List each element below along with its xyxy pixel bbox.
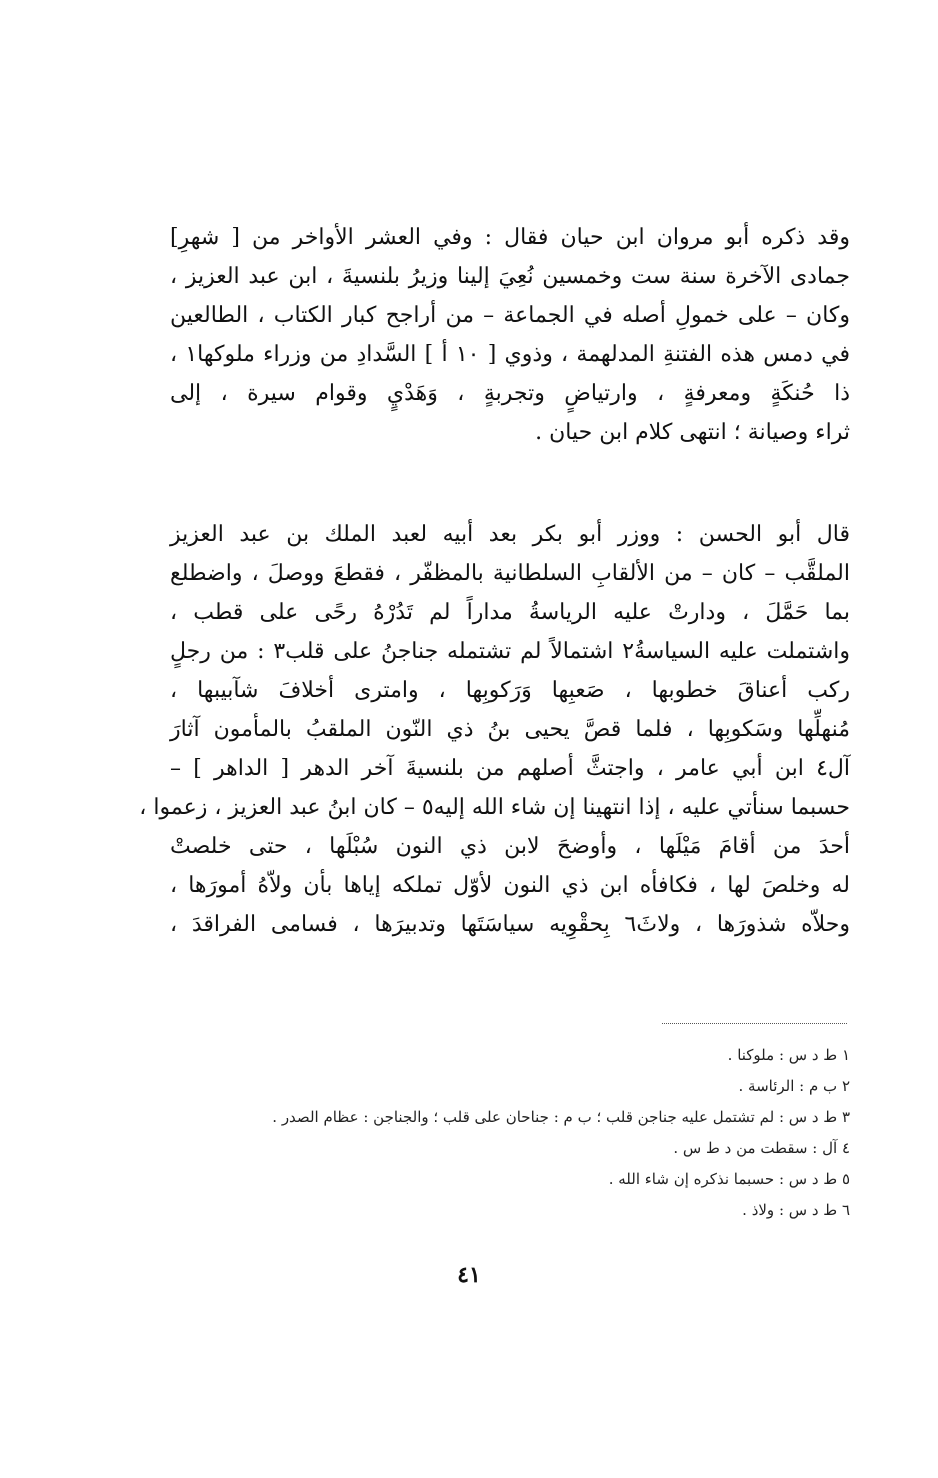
footnote: ٣ ط د س : لم تشتمل عليه جناجن قلب ؛ ب م : جناحان على قلب ؛ والجناجن : عظام الصدر . xyxy=(272,1108,850,1126)
paragraph-ibn-hayyan-quote xyxy=(170,218,850,452)
footnote: ٥ ط د س : حسبما نذكره إن شاء الله . xyxy=(608,1170,850,1188)
text-line: واشتملت عليه السياسةُ٢ اشتمالاً لم تشتمله جناجنُ على قلب٣ : من رجلٍ xyxy=(170,639,850,664)
paragraph-abu-al-hasan xyxy=(139,515,850,944)
text-line: مُنهلِّها وسَكوبِها ، فلما قصَّ يحيى بنُ ذي النّون الملقبُ بالمأمون آثارَ xyxy=(170,717,850,742)
text-line: ثراء وصيانة ؛ انتهى كلام ابن حيان . xyxy=(535,420,850,445)
text-line: بما حَمَّلَ ، ودارتْ عليه الرياسةُ مداراً لم تَدُرْهُ رحًى على قطب ، xyxy=(170,600,850,625)
text-line: جمادى الآخرة سنة ست وخمسين نُعِيَ إلينا وزيرُ بلنسيةَ ، ابن عبد العزيز ، xyxy=(170,264,850,289)
footnote-separator xyxy=(662,1023,847,1024)
footnote: ٦ ط د س : ولاذ . xyxy=(742,1201,850,1219)
text-line: في دمس هذه الفتنةِ المدلهمة ، وذوي [ ١٠ أ ] السَّدادِ من وزراء ملوكها١ ، xyxy=(170,342,850,367)
text-line: الملقَّب – كان – من الألقابِ السلطانية بالمظفّر ، فقطعَ ووصلَ ، واضطلع xyxy=(170,561,850,586)
text-line: أحدَ من أقامَ مَيْلَها ، وأوضحَ لابن ذي النون سُبْلَها ، حتى خلصتْ xyxy=(170,834,850,859)
text-line: له وخلصَ لها ، فكافأه ابن ذي النون لأوّل تملكه إياها بأن ولاّهُ أمورَها ، xyxy=(170,873,850,898)
text-line: قال أبو الحسن : ووزر أبو بكر بعد أبيه لعبد الملك بن عبد العزيز xyxy=(170,522,850,547)
text-line: ركب أعناقَ خطوبها ، صَعبِها وَرَكوبِها ، وامترى أخلافَ شآبيبها ، xyxy=(170,678,850,703)
text-line: وكان – على خمولِ أصله في الجماعة – من أراجح كبار الكتاب ، الطالعين xyxy=(170,303,850,328)
footnotes xyxy=(170,1040,850,1226)
text-line: ذا حُنكَةٍ ومعرفةٍ ، وارتياضٍ وتجربةٍ ، وَهَدْيٍ وقوام سيرة ، إلى xyxy=(170,381,850,406)
text-line: آل٤ ابن أبي عامر ، واجتثَّ أصلهم من بلنسيةَ آخر الدهر [ الداهر ] – xyxy=(170,756,850,781)
footnote: ٤ آل : سقطت من د ط س . xyxy=(673,1139,850,1157)
text-line: حسبما سنأتي عليه ، إذا انتهينا إن شاء الله إليه٥ – كان ابنُ عبد العزيز ، زعموا ، xyxy=(139,795,850,820)
text-line: وقد ذكره أبو مروان ابن حيان فقال : وفي العشر الأواخر من [ شهرِ] xyxy=(170,225,850,250)
footnote: ٢ ب م : الرئاسة . xyxy=(738,1077,850,1095)
text-line: وحلاّه شذورَها ، ولاثَ٦ بِحقْوِيه سياسَتَها وتدبيرَها ، فسامى الفراقدَ ، xyxy=(170,912,850,937)
footnote: ١ ط د س : ملوكنا . xyxy=(727,1046,850,1064)
page-number: ٤١ xyxy=(457,1262,481,1288)
